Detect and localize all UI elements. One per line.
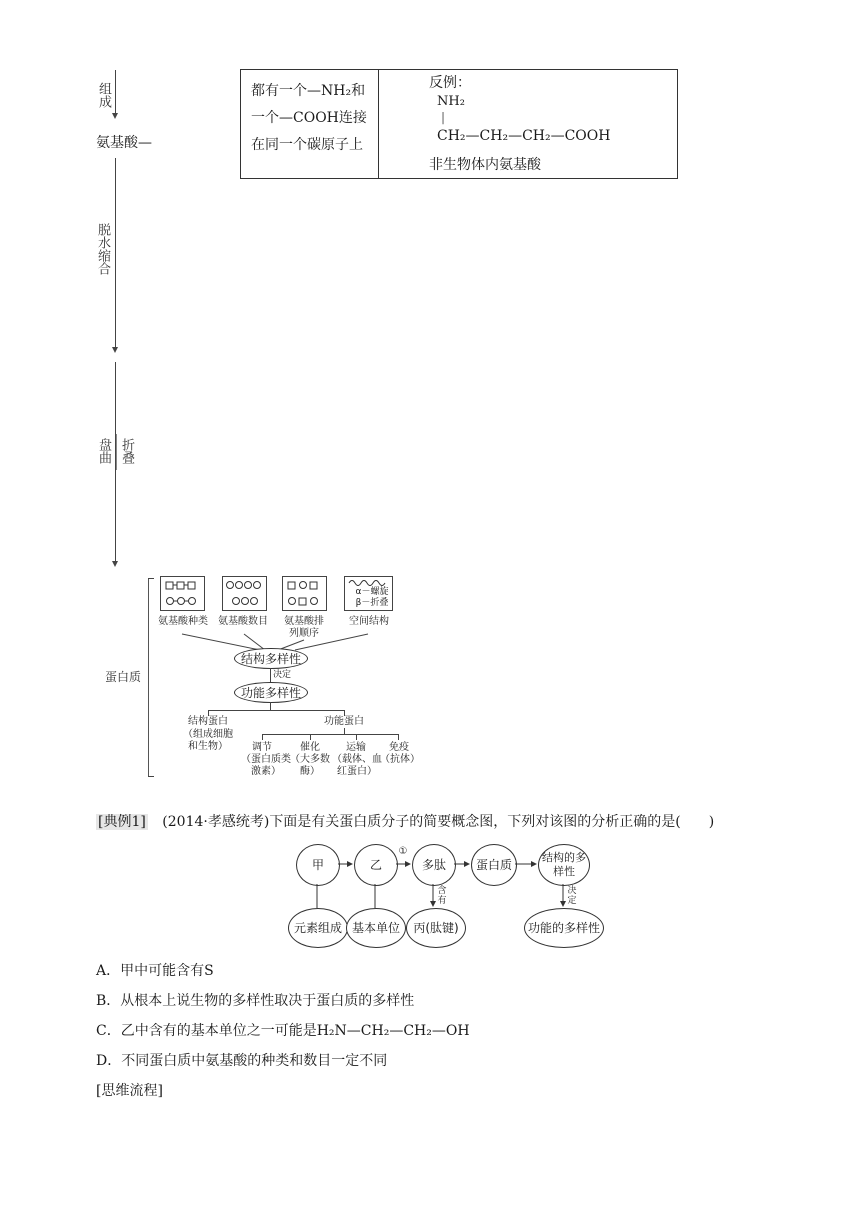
fp-b1 [262,734,263,740]
node-jia: 甲 [296,844,340,886]
step-marker: ① [398,846,408,857]
fp-b4 [398,734,399,740]
node-jiben: 基本单位 [346,908,406,948]
label-zucheng: 组成 [96,82,111,108]
example-line [96,813,714,831]
structure-diversity-oval: 结构多样性 [234,648,308,669]
counter-title: 反例： [429,75,471,91]
fp-split [262,734,398,735]
node-yuansu: 元素组成 [288,908,348,948]
label-order: 氨基酸排列顺序 [284,616,324,639]
decide-line [270,668,271,682]
arrowhead-2 [112,347,118,353]
decide-label: 决定 [273,670,292,680]
label-anjisuan: 氨基酸— [96,135,152,151]
label-zhedie: 折叠 [119,438,134,464]
example-source: (2014·孝感统考) [162,814,270,830]
helix-label: α－螺旋 [355,587,389,597]
functional-protein-label: 功能蛋白 [324,716,364,727]
example-tag: [典例1] [98,814,146,830]
node-danbaizhi: 蛋白质 [471,844,517,886]
node-yi: 乙 [354,844,398,886]
label-type: 氨基酸种类 [158,616,208,627]
func-stem [270,702,271,710]
axis-arrow-2 [115,158,116,348]
definition-line-1: 都有一个—NH₂和 [251,83,366,99]
panel-order [282,576,327,611]
function-regulate: 调节 [252,742,272,753]
option-a: A．甲中可能含有S [96,963,214,979]
bracket-bottom [148,776,154,777]
label-danbaizhi: 蛋白质 [105,670,142,684]
thinking-process: [思维流程] [96,1083,163,1099]
order-shapes [283,577,326,610]
definition-line-3: 在同一个碳原子上 [251,137,363,153]
func-split [208,710,344,711]
structural-protein-label: 结构蛋白 [188,716,228,727]
protein-bracket [148,578,149,776]
example-stem: 下面是有关蛋白质分子的简要概念图，下列对该图的分析正确的是( ) [269,814,715,830]
panqu-divider [116,434,117,470]
option-c: C．乙中含有的基本单位之一可能是H₂N—CH₂—CH₂—OH [96,1023,470,1039]
arrowhead-3 [112,561,118,567]
label-tuoshui: 脱水缩合 [95,223,110,275]
formula-nh2: NH₂ [437,94,465,109]
panel-number [222,576,267,611]
function-catalyze: 催化 [300,742,320,753]
fp-b3 [356,734,357,740]
bracket-top [148,578,154,579]
node-jiegou: 结构的多样性 [538,844,590,886]
node-duotai: 多肽 [412,844,456,886]
label-panqu: 盘曲 [96,438,111,464]
formula-chain: CH₂—CH₂—CH₂—COOH [437,128,611,144]
label-spatial: 空间结构 [349,616,389,627]
function-immune: 免疫 [389,742,409,753]
panel-type [160,576,205,611]
structural-protein-note: （组成细胞和生物） [183,729,233,752]
definition-column [241,70,379,178]
formula-bond: | [441,110,446,124]
function-transport-note: （载体、血红蛋白） [332,754,382,777]
function-immune-note: （抗体） [380,754,420,765]
function-regulate-note: （蛋白质类激素） [241,754,291,777]
type-squares-circles [161,577,204,610]
amino-acid-definition-box [240,69,678,179]
jueding-label: 决定 [567,886,577,906]
label-number: 氨基酸数目 [218,616,268,627]
panel-spatial [344,576,393,611]
axis-arrow-1 [115,70,116,114]
sheet-label: β－折叠 [355,598,389,608]
number-circles [223,577,266,610]
function-catalyze-note: （大多数酶） [290,754,330,777]
fp-b2 [310,734,311,740]
counter-example-column [379,70,677,178]
option-b: B．从根本上说生物的多样性取决于蛋白质的多样性 [96,993,415,1009]
option-d: D．不同蛋白质中氨基酸的种类和数目一定不同 [96,1053,388,1069]
node-gongneng: 功能的多样性 [524,908,604,948]
counter-note: 非生物体内氨基酸 [429,157,541,173]
function-transport: 运输 [346,742,366,753]
arrowhead-1 [112,113,118,119]
function-diversity-oval: 功能多样性 [234,682,308,703]
definition-line-2: 一个—COOH连接 [251,110,367,126]
node-bing: 丙(肽键) [406,908,466,948]
hanyou-label: 含有 [437,886,447,906]
